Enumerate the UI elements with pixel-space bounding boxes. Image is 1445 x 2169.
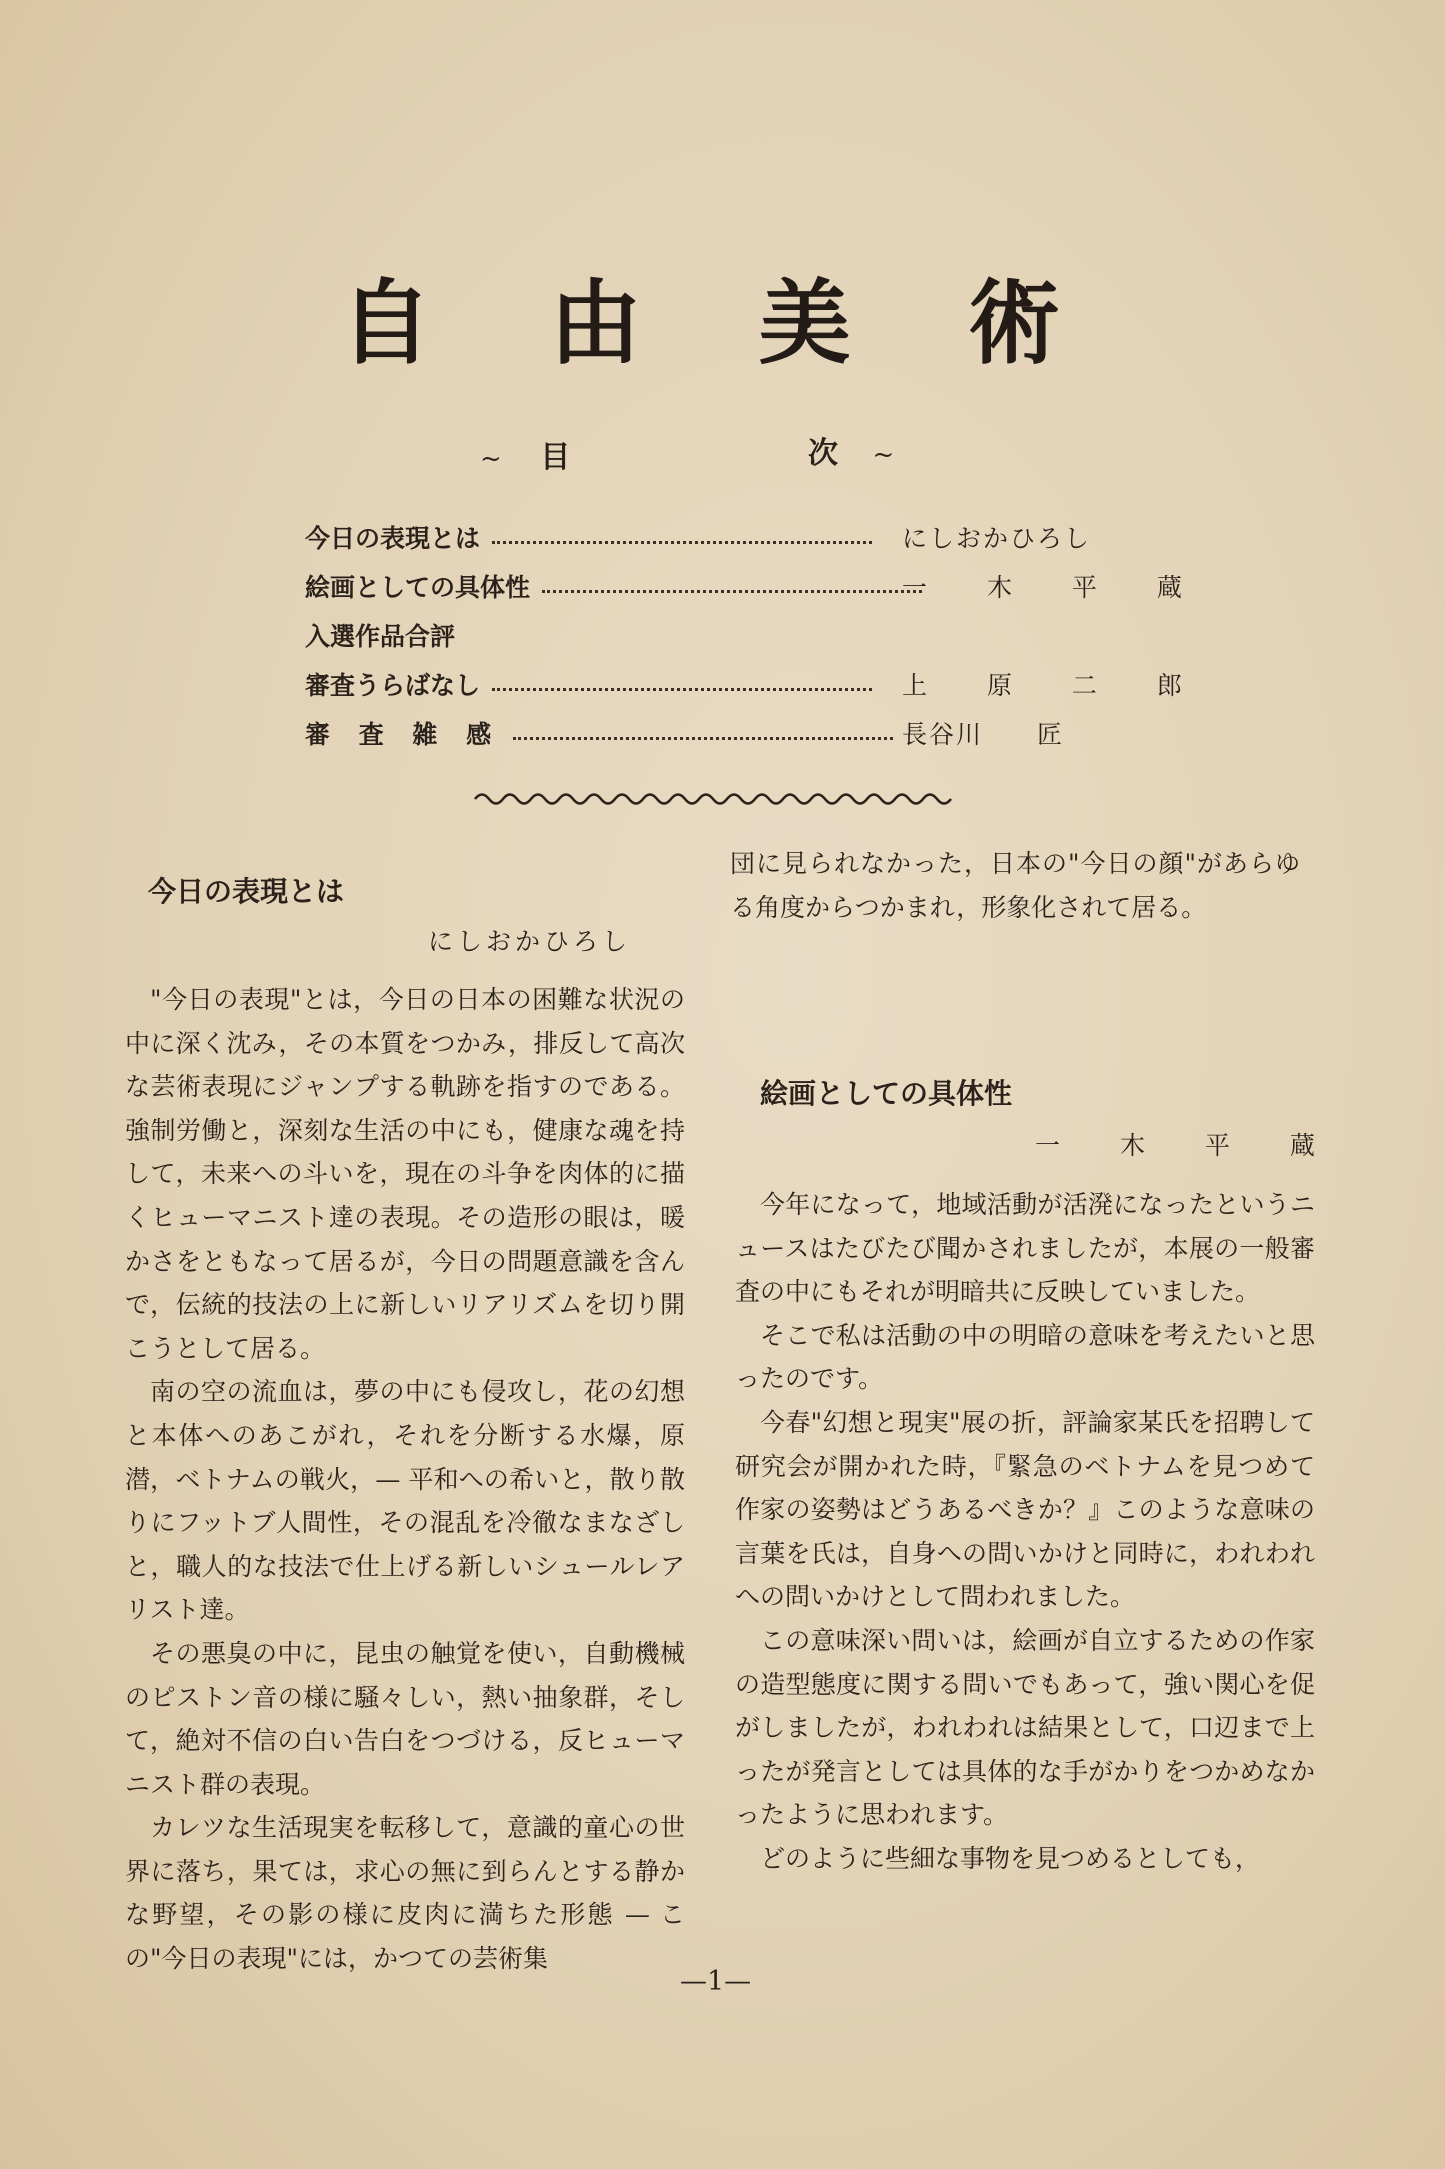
table-of-contents — [305, 512, 1208, 757]
wavy-divider — [470, 785, 960, 813]
paragraph: この意味深い問いは，絵画が自立するための作家の造型態度に関する問いでもあって，強い関心を促がしましたが，われわれは結果として，口辺まで上ったが発言としては具体的な手がかりをつかめなかったように思われます。 — [735, 1625, 1315, 1830]
paragraph: 南の空の流血は，夢の中にも侵攻し，花の幻想と本体へのあこがれ，それを分断する水爆，原潜，ベトナムの戦火，— 平和への希いと，散り散りにフットブ人間性，その混乱を冷徹なまなざしと，職人的な技法で仕上げる新しいシュールレアリスト達。 — [125, 1377, 685, 1625]
toc-entry[interactable] — [305, 561, 1208, 610]
toc-leader-dots — [542, 590, 922, 593]
toc-entry-title: 入選作品合評 — [305, 621, 456, 651]
paragraph: どのように些細な事物を見つめるとしても， — [760, 1843, 1261, 1873]
continued-text: 団に見られなかった，日本の"今日の顔"があらゆる角度からつかまれ，形象化されて居る。 — [730, 849, 1300, 922]
toc-entry-author: 上 原 二 郎 — [902, 670, 1208, 700]
toc-leader-dots — [492, 688, 872, 691]
toc-entry[interactable] — [305, 512, 1095, 561]
toc-entry-author: にしおかひろし — [902, 523, 1092, 553]
ornament-icon: ~ — [480, 444, 502, 474]
toc-heading-text: 次 — [808, 436, 838, 471]
paragraph: その悪臭の中に，昆虫の触覚を使い，自動機械のピストン音の様に騒々しい，熱い抽象群，そして，絶対不信の白い告白をつづける，反ヒューマニスト群の表現。 — [125, 1638, 685, 1799]
article-heading: 今日の表現とは — [148, 875, 345, 908]
paragraph: 今春"幻想と現実"展の折，評論家某氏を招聘して研究会が開かれた時，『緊急のベトナムを見つめて作家の姿勢はどうあるべきか？』このような意味の言葉を氏は，自身への問いかけと同時に，われわれへの問いかけとして問われました。 — [735, 1407, 1315, 1612]
toc-entry[interactable] — [305, 610, 1095, 659]
toc-entry-title: 審査うらばなし — [305, 670, 481, 700]
toc-heading-right — [808, 428, 894, 472]
title-char: 由 — [549, 269, 642, 377]
page-number: —1— — [680, 1966, 752, 1997]
toc-heading-text: 目 — [540, 440, 571, 475]
paragraph: カレツな生活現実を転移して，意識的童心の世界に落ち，果ては，求心の無に到らんとする静かな野望，その影の様に皮肉に満ちた形態 — この"今日の表現"には，かつての芸術集 — [125, 1813, 685, 1974]
toc-heading-left — [480, 432, 570, 476]
toc-entry[interactable] — [305, 708, 1095, 757]
paragraph: そこで私は活動の中の明暗の意味を考えたいと思ったのです。 — [735, 1320, 1315, 1394]
paragraph: 今年になって，地域活動が活溌になったというニュースはたびたび聞かされましたが，本展の一般審査の中にもそれが明暗共に反映していました。 — [735, 1190, 1315, 1307]
masthead-title — [340, 250, 1060, 382]
ornament-icon: ~ — [872, 440, 895, 470]
toc-entry[interactable] — [305, 659, 1208, 708]
article-author: 一 木 平 蔵 — [1035, 1131, 1341, 1160]
toc-entry-author: 一 木 平 蔵 — [902, 572, 1208, 602]
toc-entry-title: 今日の表現とは — [305, 523, 481, 553]
title-char: 美 — [758, 269, 851, 377]
article-author: にしおかひろし — [428, 927, 632, 956]
toc-entry-author: 長谷川 匠 — [902, 719, 1065, 749]
title-char: 自 — [340, 269, 433, 377]
article-body — [125, 978, 685, 1981]
toc-entry-title: 絵画としての具体性 — [305, 572, 531, 602]
toc-leader-dots — [513, 737, 893, 740]
article-body — [735, 1183, 1315, 1881]
toc-leader-dots — [492, 541, 872, 544]
article-heading: 絵画としての具体性 — [760, 1077, 1013, 1110]
title-char: 術 — [967, 269, 1060, 377]
toc-entry-title: 審 査 雑 感 — [305, 719, 502, 749]
paragraph: "今日の表現"とは，今日の日本の困難な状況の中に深く沈み，その本質をつかみ，排反して高次な芸術表現にジャンプする軌跡を指すのである。強制労働と，深刻な生活の中にも，健康な魂を持して，未来への斗いを，現在の斗争を肉体的に描くヒューマニスト達の表現。その造形の眼は，暖かさをともなって居るが，今日の問題意識を含んで，伝統的技法の上に新しいリアリズムを切り開こうとして居る。 — [125, 985, 685, 1363]
